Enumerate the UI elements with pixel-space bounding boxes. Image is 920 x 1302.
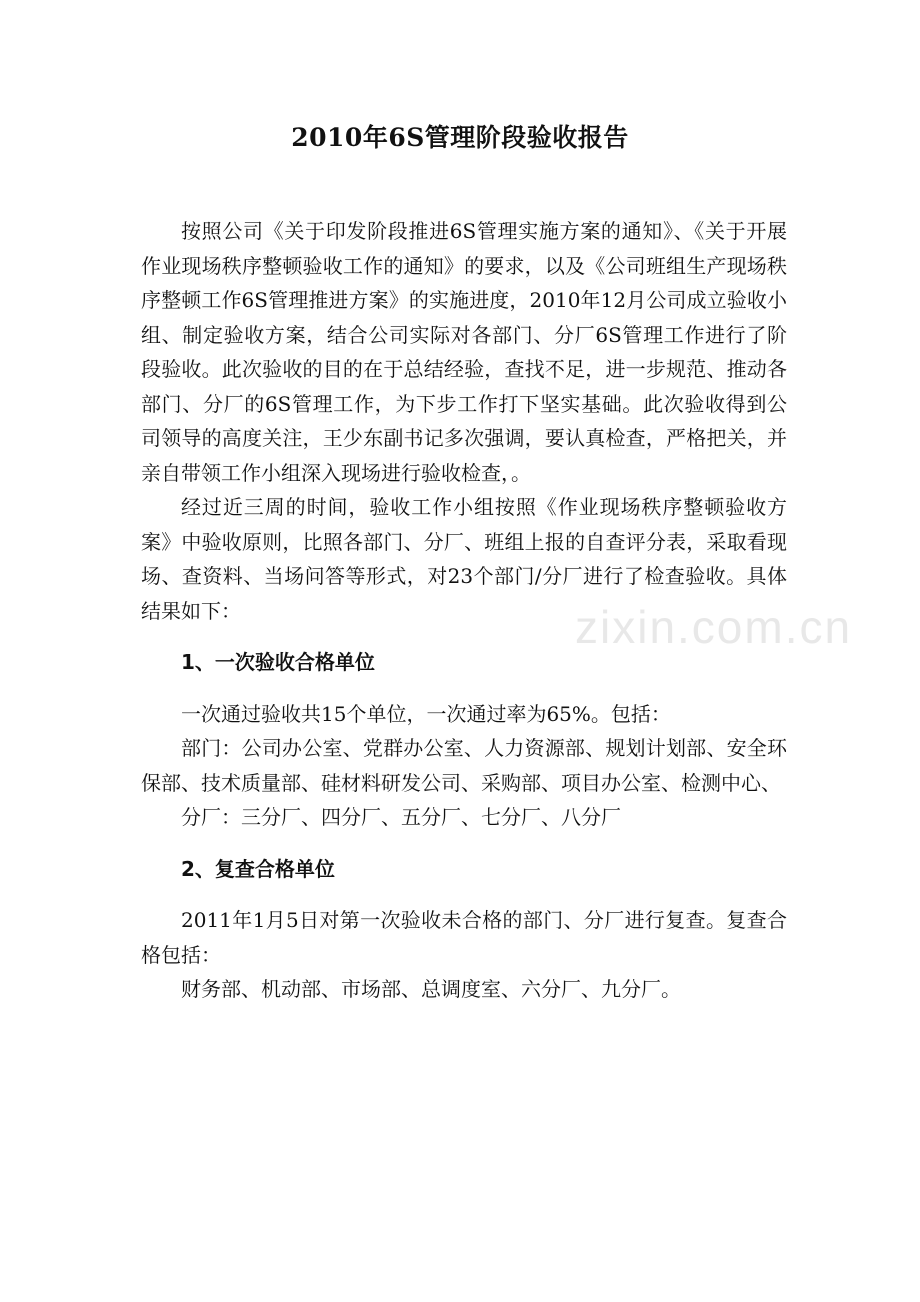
document-title: 2010年6S管理阶段验收报告 — [291, 123, 629, 152]
section-2-summary: 2011年1月5日对第一次验收未合格的部门、分厂进行复查。复查合格包括： — [141, 908, 787, 967]
spacer — [141, 886, 787, 903]
spacer — [141, 680, 787, 697]
section-2-units: 财务部、机动部、市场部、总调度室、六分厂、九分厂。 — [181, 977, 681, 1001]
section-2-heading: 2、复查合格单位 — [181, 856, 335, 881]
section-1-summary: 一次通过验收共15个单位，一次通过率为65%。包括： — [181, 701, 671, 726]
section-1-departments: 部门：公司办公室、党群办公室、人力资源部、规划计划部、安全环保部、技术质量部、硅材料研发公司、采购部、项目办公室、检测中心、 — [141, 736, 787, 795]
document-body — [141, 214, 787, 1007]
spacer — [141, 628, 787, 645]
section-1-factories: 分厂：三分厂、四分厂、五分厂、七分厂、八分厂 — [181, 805, 621, 829]
watermark: zixin.com.cn — [575, 601, 853, 653]
process-paragraph: 经过近三周的时间，验收工作小组按照《作业现场秩序整顿验收方案》中验收原则，比照各部门、分厂、班组上报的自查评分表，采取看现场、查资料、当场问答等形式，对23个部门/分厂进行了检查验收。具体结果如下： — [141, 495, 787, 623]
intro-paragraph: 按照公司《关于印发阶段推进6S管理实施方案的通知》、《关于开展作业现场秩序整顿验收工作的通知》的要求，以及《公司班组生产现场秩序整顿工作6S管理推进方案》的实施进度，2010年12月公司成立验收小组、制定验收方案，结合公司实际对各部门、分厂6S管理工作进行了阶段验收。此次验收的目的在于总结经验，查找不足，进一步规范、推动各部门、分厂的6S管理工作，为下步工作打下坚实基础。此次验收得到公司领导的高度关注，王少东副书记多次强调，要认真检查，严格把关，并亲自带领工作小组深入现场进行验收检查，。 — [141, 219, 787, 485]
section-1-heading: 1、一次验收合格单位 — [181, 650, 375, 674]
spacer — [141, 835, 787, 852]
